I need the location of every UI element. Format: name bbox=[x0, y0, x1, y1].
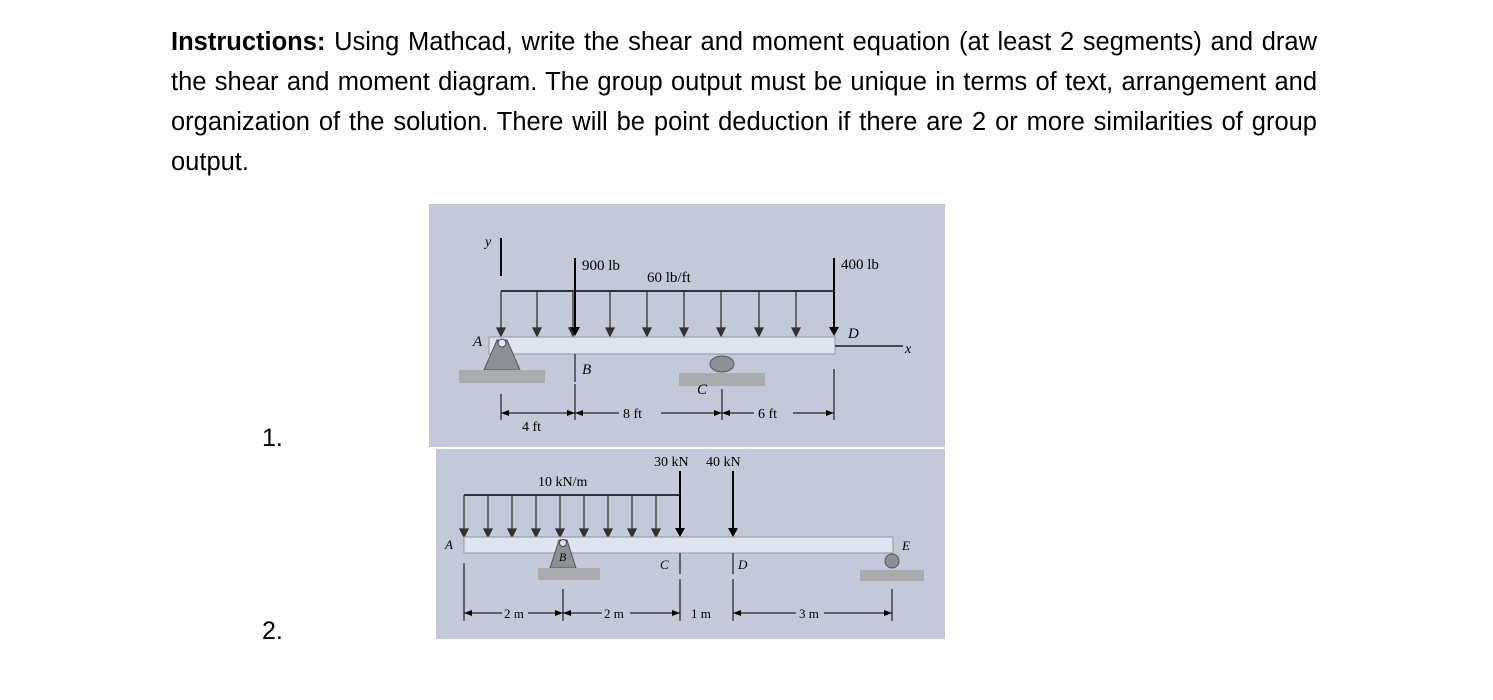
point-c-label: C bbox=[660, 557, 669, 572]
instructions-paragraph bbox=[171, 22, 1317, 182]
point-d-label: D bbox=[848, 326, 859, 342]
beam-diagram-1 bbox=[429, 204, 945, 447]
dim-cd-label: 6 ft bbox=[758, 407, 778, 422]
instructions-text: Using Mathcad, write the shear and moment equation (at least 2 segments) and draw the shear and moment diagram. The group output must be unique in terms of text, arrangement and organization of the solution. There will be point deduction if there are 2 or more similarities of group output. bbox=[171, 28, 1317, 176]
point-b-label: B bbox=[582, 362, 592, 378]
dim-de-label: 3 m bbox=[799, 606, 819, 621]
point-a-label: A bbox=[445, 537, 453, 552]
dim-bc-label: 8 ft bbox=[623, 407, 643, 422]
figure-1 bbox=[429, 204, 945, 447]
y-axis-label: y bbox=[485, 235, 492, 250]
pin-a bbox=[498, 339, 506, 347]
load-30-label: 30 kN bbox=[654, 455, 689, 470]
instructions-label: Instructions: bbox=[171, 28, 326, 56]
dim-cd-label: 1 m bbox=[691, 606, 711, 621]
distributed-load-label: 10 kN/m bbox=[538, 475, 588, 490]
dim-ab-label: 4 ft bbox=[522, 420, 542, 435]
ground-e bbox=[860, 570, 924, 581]
beam-diagram-2 bbox=[436, 449, 945, 639]
load-900-label: 900 lb bbox=[582, 258, 620, 274]
x-axis-label: x bbox=[905, 342, 912, 357]
dim-ab-label: 2 m bbox=[504, 606, 524, 621]
figure-2 bbox=[436, 449, 945, 639]
ground-a bbox=[459, 370, 545, 383]
distributed-load-label: 60 lb/ft bbox=[647, 270, 691, 286]
problem-2-number: 2. bbox=[262, 617, 283, 645]
point-c-label: C bbox=[697, 382, 708, 398]
ground-b bbox=[538, 568, 600, 580]
roller-support-c bbox=[710, 356, 734, 372]
point-a-label: A bbox=[473, 334, 483, 350]
dim-bc-label: 2 m bbox=[604, 606, 624, 621]
roller-support-e bbox=[885, 554, 899, 568]
load-400-label: 400 lb bbox=[841, 257, 879, 273]
point-d-label: D bbox=[738, 557, 748, 572]
point-e-label: E bbox=[902, 538, 910, 553]
load-40-label: 40 kN bbox=[706, 455, 741, 470]
ground-c bbox=[679, 373, 765, 386]
beam-2 bbox=[464, 537, 893, 553]
figure-1-background bbox=[429, 204, 945, 447]
pin-b bbox=[560, 540, 567, 547]
point-b-label: B bbox=[559, 550, 567, 564]
beam-1 bbox=[489, 337, 835, 354]
problem-1-number: 1. bbox=[262, 424, 283, 452]
